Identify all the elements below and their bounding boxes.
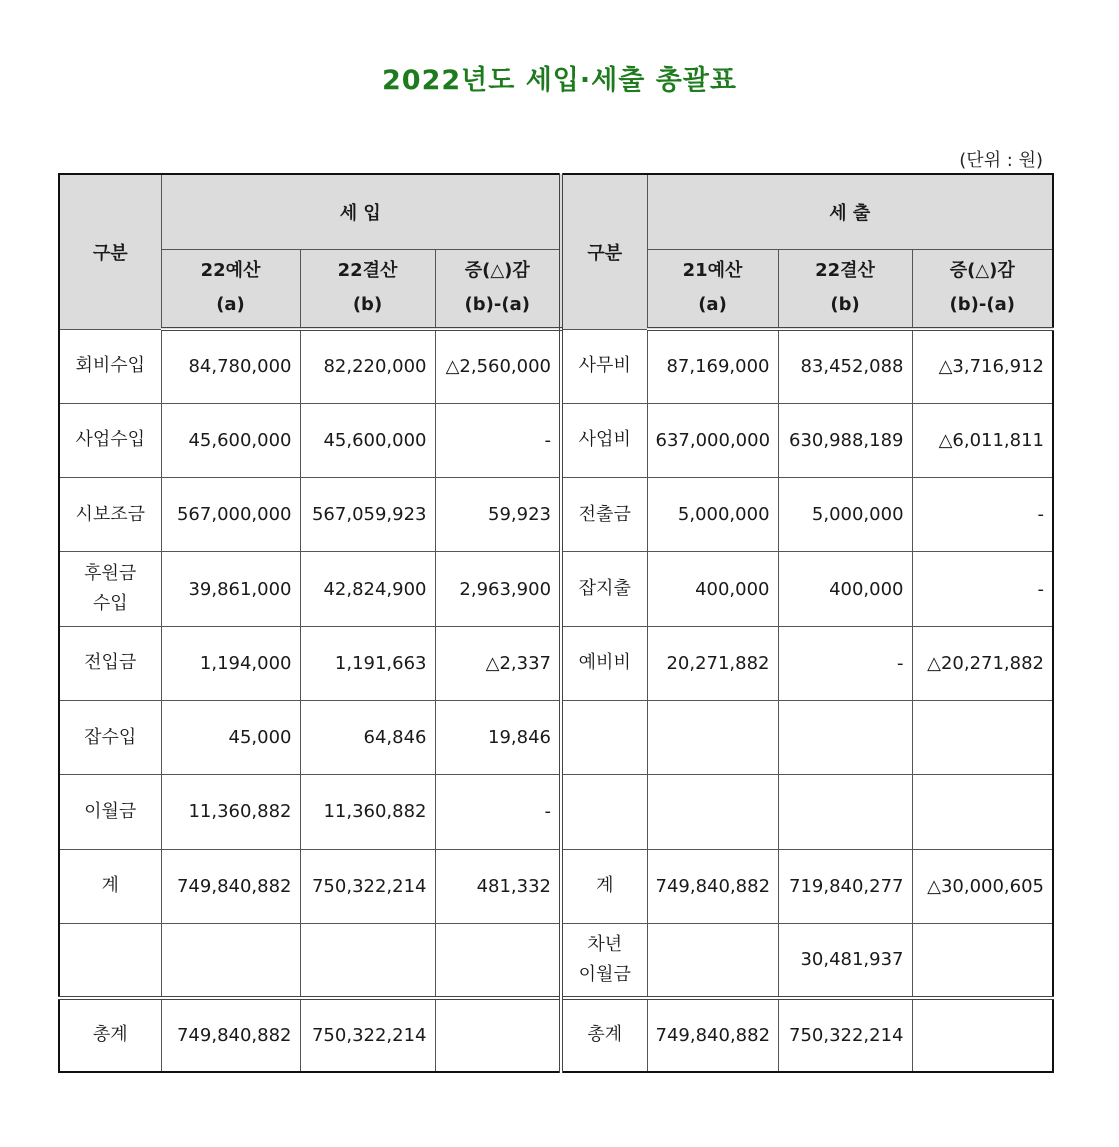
income-value-cell: 567,000,000 (161, 478, 300, 552)
income-category-cell (59, 478, 161, 552)
expense-value-cell: 749,840,882 (647, 998, 778, 1072)
expense-value-cell (647, 923, 778, 997)
income-value-cell: 45,600,000 (300, 403, 435, 477)
expense-value-cell: 20,271,882 (647, 626, 778, 700)
income-value-cell (300, 923, 435, 997)
income-value-cell: 82,220,000 (300, 329, 435, 403)
income-value-cell: 45,000 (161, 700, 300, 774)
expense-value-cell (647, 700, 778, 774)
expense-category-label: 계 (596, 875, 614, 897)
income-value-cell (161, 923, 300, 997)
income-value-cell: 749,840,882 (161, 998, 300, 1072)
income-gubun-header: 구분 (59, 174, 161, 329)
income-value-cell: 750,322,214 (300, 849, 435, 923)
income-value-cell: 64,846 (300, 700, 435, 774)
expense-value-cell: - (912, 478, 1053, 552)
table-row (59, 775, 1053, 849)
expense-value-cell: 749,840,882 (647, 849, 778, 923)
income-category-cell (59, 552, 161, 626)
expense-value-cell: 400,000 (778, 552, 912, 626)
income-category-label: 전입금 (84, 652, 137, 674)
income-value-cell: 19,846 (435, 700, 561, 774)
expense-category-cell (561, 478, 647, 552)
expense-category-cell (561, 998, 647, 1072)
expense-value-cell: △20,271,882 (912, 626, 1053, 700)
income-value-cell: 2,963,900 (435, 552, 561, 626)
expense-value-cell (647, 775, 778, 849)
expense-value-cell (912, 923, 1053, 997)
expense-value-cell: 750,322,214 (778, 998, 912, 1072)
income-category-cell (59, 775, 161, 849)
income-col-change: 증(△)감 (b)-(a) (435, 249, 561, 329)
expense-value-cell: 637,000,000 (647, 403, 778, 477)
income-value-cell: 750,322,214 (300, 998, 435, 1072)
expense-value-cell: 30,481,937 (778, 923, 912, 997)
income-value-cell: 11,360,882 (161, 775, 300, 849)
expense-category-label: 총계 (587, 1024, 623, 1046)
expense-category-cell (561, 552, 647, 626)
income-value-cell: 42,824,900 (300, 552, 435, 626)
table-row (59, 923, 1053, 997)
expense-category-cell (561, 626, 647, 700)
table-row (59, 329, 1053, 403)
expense-value-cell: 719,840,277 (778, 849, 912, 923)
income-category-label: 후원금 (84, 563, 137, 585)
table-row (59, 552, 1053, 626)
expense-category-cell (561, 403, 647, 477)
income-value-cell: 59,923 (435, 478, 561, 552)
income-category-label: 사업수입 (75, 429, 146, 451)
expense-value-cell (912, 775, 1053, 849)
expense-value-cell: 400,000 (647, 552, 778, 626)
expense-category-label: 이월금 (578, 963, 631, 985)
expense-value-cell: △6,011,811 (912, 403, 1053, 477)
expense-category-label: 사업비 (578, 429, 631, 451)
expense-col-change: 증(△)감 (b)-(a) (912, 249, 1053, 329)
income-category-cell (59, 923, 161, 997)
expense-category-cell (561, 700, 647, 774)
expense-value-cell: 83,452,088 (778, 329, 912, 403)
income-category-label: 시보조금 (75, 503, 146, 525)
income-value-cell: - (435, 775, 561, 849)
table-header (59, 174, 1053, 329)
income-col-budget: 22예산 (a) (161, 249, 300, 329)
income-col-settlement: 22결산 (b) (300, 249, 435, 329)
income-category-label: 잡수입 (84, 726, 137, 748)
table-row (59, 478, 1053, 552)
income-value-cell: 567,059,923 (300, 478, 435, 552)
expense-value-cell: △3,716,912 (912, 329, 1053, 403)
budget-summary-table (58, 173, 1054, 1073)
expense-gubun-header: 구분 (561, 174, 647, 329)
income-category-label: 계 (101, 875, 119, 897)
income-value-cell (435, 998, 561, 1072)
expense-value-cell: 5,000,000 (778, 478, 912, 552)
income-value-cell: 1,194,000 (161, 626, 300, 700)
table-row (59, 998, 1053, 1072)
income-value-cell: 1,191,663 (300, 626, 435, 700)
income-category-label: 수입 (92, 593, 128, 615)
expense-value-cell (778, 700, 912, 774)
expense-value-cell (912, 998, 1053, 1072)
income-category-cell (59, 700, 161, 774)
expense-category-label: 전출금 (578, 503, 631, 525)
income-value-cell: - (435, 403, 561, 477)
income-category-cell (59, 403, 161, 477)
unit-label: (단위 : 원) (959, 150, 1043, 171)
income-value-cell: 749,840,882 (161, 849, 300, 923)
expense-value-cell (778, 775, 912, 849)
income-category-cell (59, 998, 161, 1072)
expense-section-title: 세 출 (647, 174, 1053, 249)
income-category-cell (59, 849, 161, 923)
income-section-title: 세 입 (161, 174, 561, 249)
income-category-label: 총계 (92, 1024, 128, 1046)
expense-value-cell (912, 700, 1053, 774)
expense-col-budget: 21예산 (a) (647, 249, 778, 329)
expense-category-cell (561, 849, 647, 923)
expense-value-cell: 5,000,000 (647, 478, 778, 552)
expense-value-cell: 87,169,000 (647, 329, 778, 403)
table-row (59, 626, 1053, 700)
income-value-cell: △2,337 (435, 626, 561, 700)
table-row (59, 403, 1053, 477)
expense-category-label: 차년 (587, 933, 623, 955)
income-value-cell: 84,780,000 (161, 329, 300, 403)
expense-value-cell: △30,000,605 (912, 849, 1053, 923)
income-value-cell: 45,600,000 (161, 403, 300, 477)
expense-col-settlement: 22결산 (b) (778, 249, 912, 329)
expense-category-cell (561, 329, 647, 403)
expense-category-label: 잡지출 (578, 578, 631, 600)
expense-value-cell: 630,988,189 (778, 403, 912, 477)
income-value-cell: △2,560,000 (435, 329, 561, 403)
table-body (59, 329, 1053, 1072)
income-category-cell (59, 329, 161, 403)
expense-category-label: 예비비 (578, 652, 631, 674)
expense-value-cell: - (912, 552, 1053, 626)
expense-category-cell (561, 923, 647, 997)
income-category-label: 회비수입 (75, 355, 146, 377)
page-title: 2022년도 세입·세출 총괄표 (382, 65, 737, 96)
income-value-cell: 481,332 (435, 849, 561, 923)
income-category-label: 이월금 (84, 800, 137, 822)
expense-category-cell (561, 775, 647, 849)
income-category-cell (59, 626, 161, 700)
income-value-cell: 11,360,882 (300, 775, 435, 849)
expense-category-label: 사무비 (578, 355, 631, 377)
table-row (59, 700, 1053, 774)
income-value-cell: 39,861,000 (161, 552, 300, 626)
expense-value-cell: - (778, 626, 912, 700)
income-value-cell (435, 923, 561, 997)
table-row (59, 849, 1053, 923)
